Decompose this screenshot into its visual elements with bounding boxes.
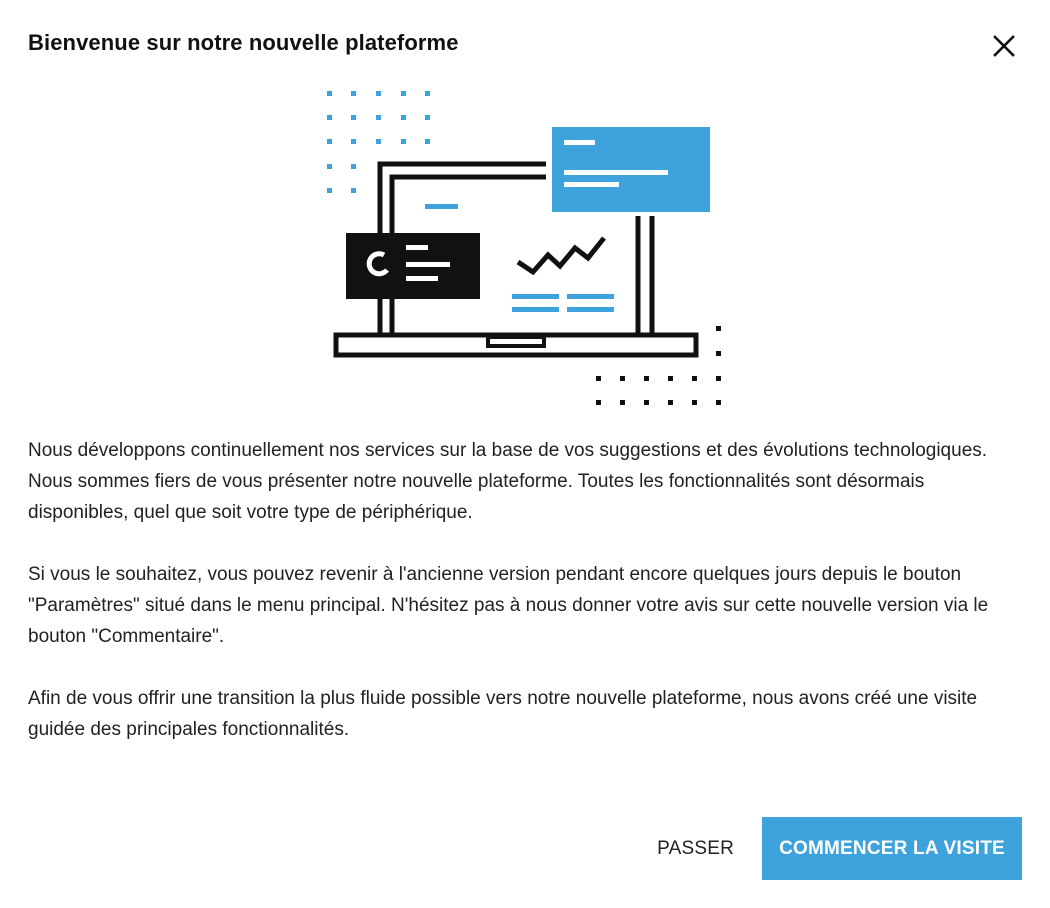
blue-dash (425, 204, 458, 209)
close-button[interactable] (986, 28, 1022, 64)
paragraph-old-version: Si vous le souhaitez, vous pouvez revenir à l'ancienne version pendant encore quelques jours depuis le bouton "Paramètres" situé dans le menu principal. N'hésitez pas à nous donner votre avis sur cette nouvelle version via le bouton "Commentaire". (28, 564, 989, 647)
dialog-content (28, 435, 1018, 776)
laptop-base (336, 335, 696, 355)
dialog-title: Bienvenue sur notre nouvelle plateforme (28, 30, 459, 55)
zigzag-chart-line (518, 238, 604, 272)
close-icon (986, 28, 1022, 64)
paragraph-intro: Nous développons continuellement nos services sur la base de vos suggestions et des évolutions technologiques. Nous sommes fiers de vous présenter notre nouvelle plateforme. Toutes les fonctionnalités sont désormais disponibles, quel que soit votre type de périphérique. (28, 440, 988, 523)
dialog-actions (643, 817, 1022, 880)
skip-button[interactable]: PASSER (643, 817, 748, 880)
paragraph-guided-tour: Afin de vous offrir une transition la plus fluide possible vers notre nouvelle plateforme, nous avons créé une visite guidée des principales fonctionnalités. (28, 688, 978, 740)
start-tour-button[interactable]: COMMENCER LA VISITE (762, 817, 1022, 880)
dark-card (346, 233, 480, 299)
laptop-dashboard-illustration (320, 85, 730, 410)
blue-window-card (552, 127, 710, 212)
blue-lines (512, 294, 614, 312)
